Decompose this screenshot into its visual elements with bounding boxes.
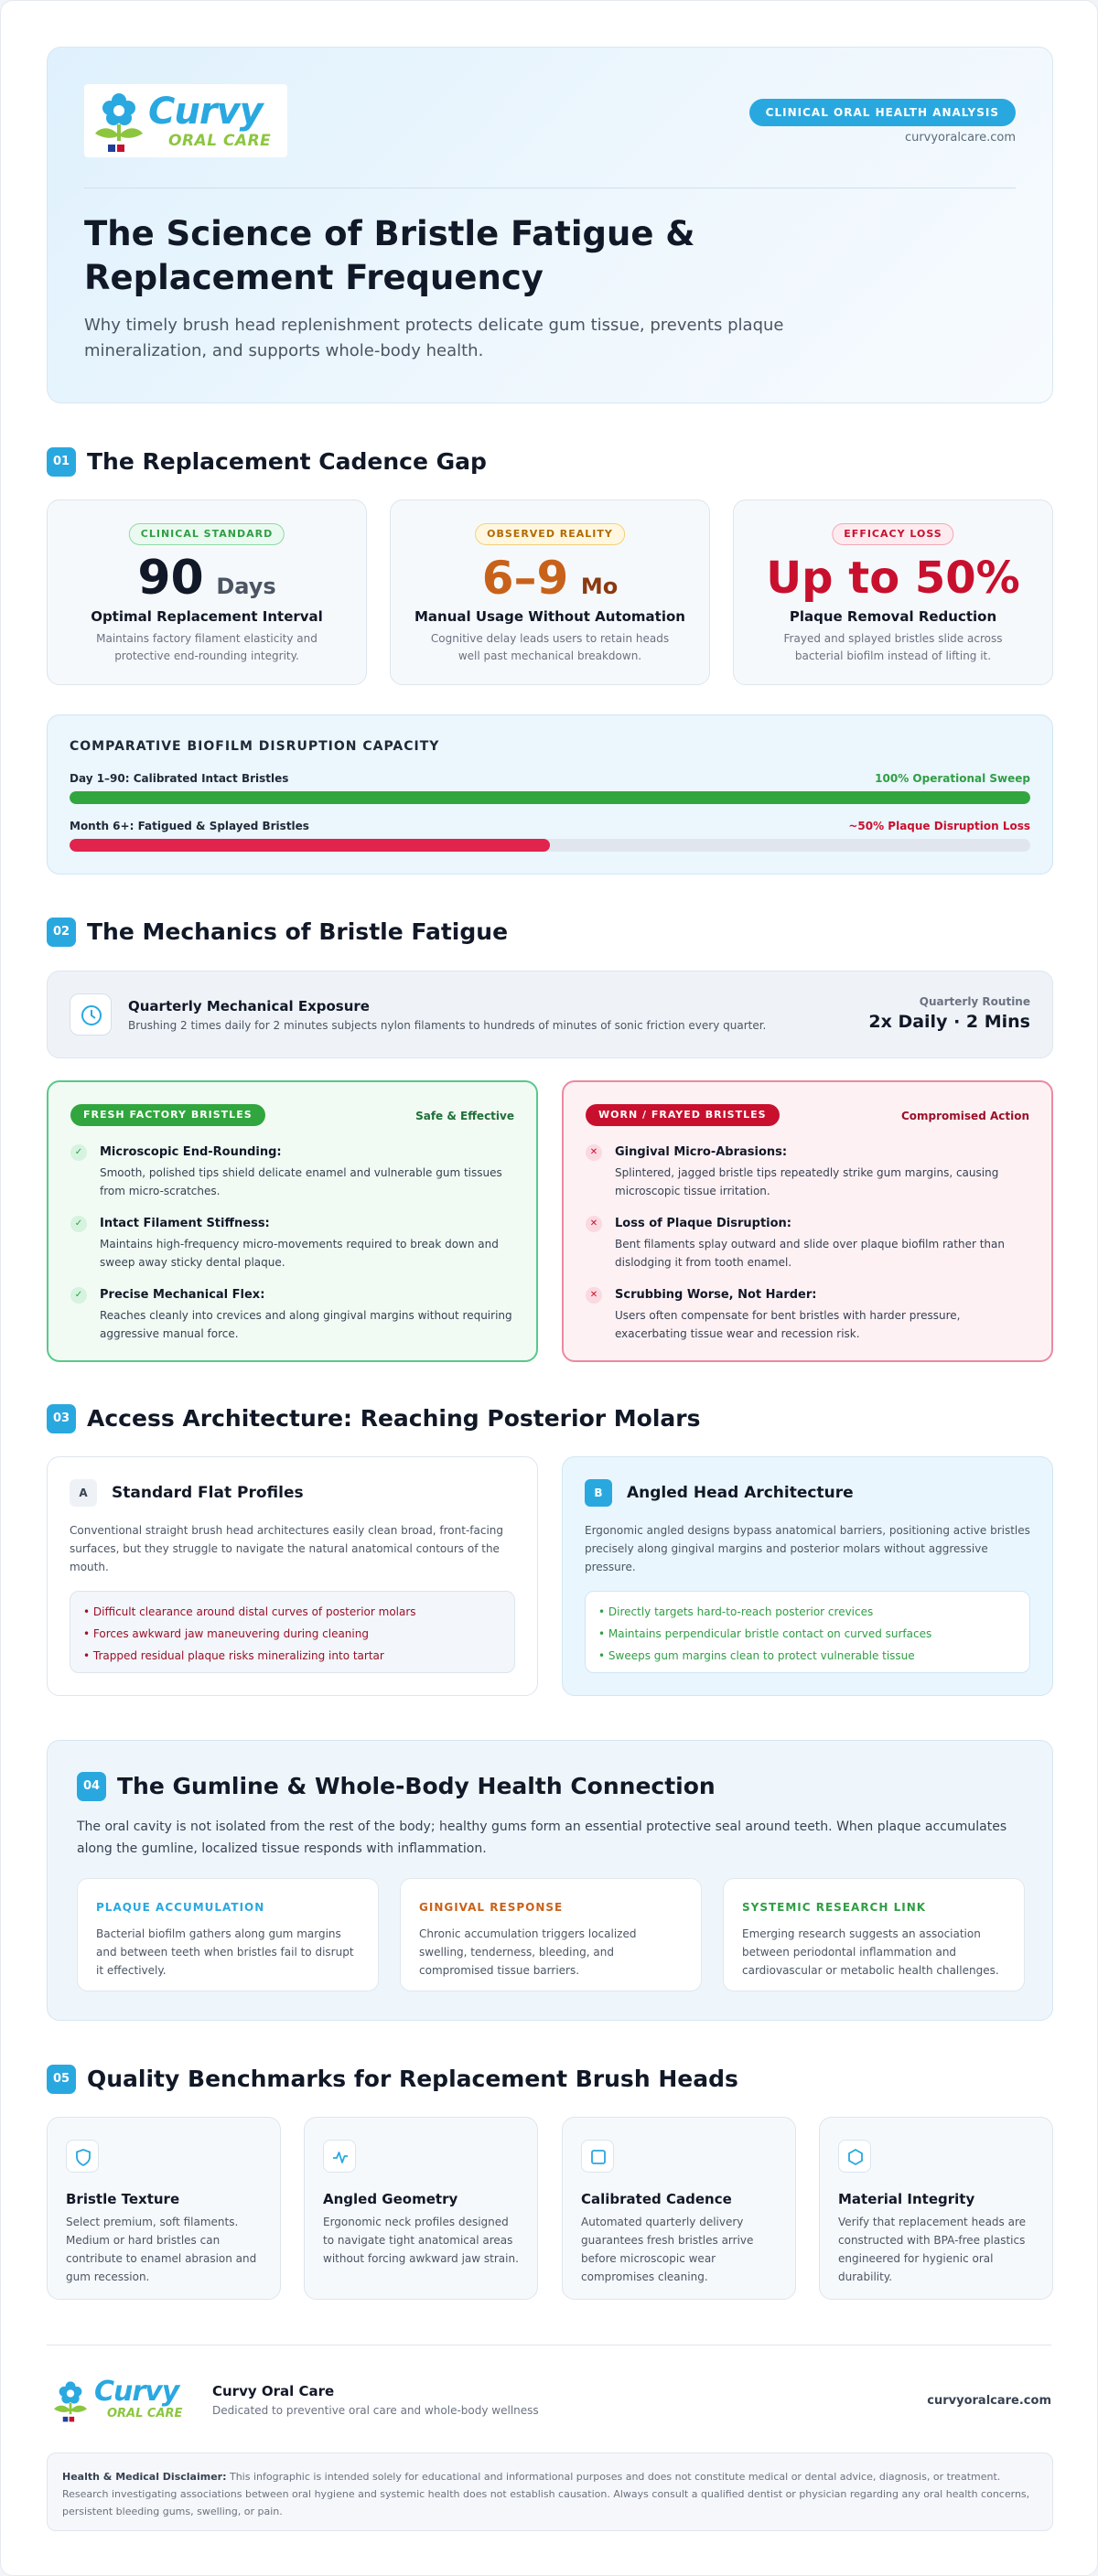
stat-card-clinical (47, 499, 367, 685)
biofilm-capacity-panel (47, 714, 1053, 875)
flower-tooth-icon (50, 2376, 91, 2425)
benchmark-card-cadence (562, 2117, 796, 2300)
square-icon (581, 2140, 614, 2173)
stat-name: Plaque Removal Reduction (789, 608, 997, 625)
gum-box-body: Chronic accumulation triggers localized swelling, tenderness, bleeding, and compromised tissue barriers. (419, 1927, 637, 1977)
check-icon: ✓ (70, 1287, 87, 1304)
flat-desc: Conventional straight brush head architectures easily clean broad, front-facing surfaces, but they struggle to navigate the natural anatomical contours of the mouth. (70, 1524, 503, 1573)
benchmark-desc: Select premium, soft filaments. Medium or hard bristles can contribute to enamel abrasion and gum recession. (66, 2216, 257, 2283)
exposure-title: Quarterly Mechanical Exposure (128, 998, 370, 1014)
gum-box-body: Bacterial biofilm gathers along gum margins and between teeth when bristles fail to disrupt it effectively. (96, 1927, 354, 1977)
cross-icon: ✕ (586, 1287, 602, 1304)
stat-desc: Maintains factory filament elasticity and protective end-rounding integrity. (96, 632, 318, 662)
section-number-01: 01 (47, 447, 76, 477)
flower-tooth-icon (90, 88, 148, 154)
bar-track-intact (70, 791, 1030, 804)
fresh-item-body: Smooth, polished tips shield delicate enamel and vulnerable gum tissues from micro-scratches. (100, 1166, 502, 1197)
gingival-response-box (400, 1878, 702, 1991)
list-item: • Maintains perpendicular bristle contact on curved surfaces (598, 1627, 932, 1640)
section-number-05: 05 (47, 2065, 76, 2094)
worn-item (586, 1287, 1029, 1346)
list-item: • Directly targets hard-to-reach posterior crevices (598, 1605, 874, 1618)
footer-wordmark: Curvy (94, 2376, 179, 2408)
gum-box-head: GINGIVAL RESPONSE (419, 1901, 564, 1914)
bar-result-fatigued: ~50% Plaque Disruption Loss (848, 820, 1030, 832)
section-title-gumline: The Gumline & Whole-Body Health Connection (117, 1773, 716, 1799)
bar-label-intact: Day 1–90: Calibrated Intact Bristles (70, 772, 289, 785)
worn-item-head: Loss of Plaque Disruption: (615, 1217, 792, 1230)
benchmark-card-texture (47, 2117, 281, 2300)
exposure-desc: Brushing 2 times daily for 2 minutes subjects nylon filaments to hundreds of minutes of sonic friction every quarter. (128, 1019, 767, 1032)
stat-desc: Cognitive delay leads users to retain heads well past mechanical breakdown. (430, 632, 670, 662)
section-title-cadence: The Replacement Cadence Gap (87, 448, 487, 475)
benchmark-card-geometry (304, 2117, 538, 2300)
routine-value: 2x Daily · 2 Mins (868, 1012, 1030, 1032)
list-item: • Forces awkward jaw maneuvering during cleaning (83, 1627, 369, 1640)
bar-result-intact: 100% Operational Sweep (875, 772, 1030, 785)
fresh-bristles-card (47, 1080, 538, 1362)
hero-header (47, 47, 1053, 403)
stat-pill: OBSERVED REALITY (475, 523, 625, 545)
hexagon-icon (838, 2140, 871, 2173)
stat-name: Manual Usage Without Automation (414, 608, 685, 625)
flat-drawbacks-list (70, 1591, 515, 1673)
header-url[interactable]: curvyoralcare.com (904, 131, 1016, 145)
fresh-status: Safe & Effective (415, 1110, 514, 1122)
cross-icon: ✕ (586, 1216, 602, 1232)
section-title-mechanics: The Mechanics of Bristle Fatigue (87, 918, 509, 945)
stat-value: 90 Days (137, 551, 276, 606)
gum-box-body: Emerging research suggests an association between periodontal inflammation and cardiovascular or metabolic health challenges. (742, 1927, 999, 1977)
check-icon: ✓ (70, 1216, 87, 1232)
systemic-link-box (723, 1878, 1025, 1991)
stat-name: Optimal Replacement Interval (91, 608, 323, 625)
gumline-panel (47, 1740, 1053, 2021)
logo-subline: ORAL CARE (168, 132, 272, 150)
section-number-04: 04 (77, 1772, 106, 1801)
angled-title: Angled Head Architecture (627, 1484, 854, 1502)
benchmark-desc: Ergonomic neck profiles designed to navigate tight anatomical areas without forcing awkward jaw strain. (323, 2216, 519, 2265)
section-title-access: Access Architecture: Reaching Posterior Molars (87, 1405, 701, 1432)
bar-fill-fatigued (70, 839, 550, 852)
benchmark-desc: Verify that replacement heads are constructed with BPA-free plastics engineered for hygienic oral durability. (838, 2216, 1027, 2283)
stat-value: Up to 50% (766, 553, 1020, 604)
benchmark-title: Angled Geometry (323, 2191, 458, 2207)
stat-card-efficacy (733, 499, 1053, 685)
worn-tag: WORN / FRAYED BRISTLES (586, 1104, 780, 1126)
page-subtitle: Why timely brush head replenishment protects delicate gum tissue, prevents plaque mineralization, and supports whole-body health. (84, 316, 784, 360)
check-icon: ✓ (70, 1144, 87, 1161)
angled-benefits-list (585, 1591, 1030, 1673)
stat-card-observed (390, 499, 710, 685)
worn-item-head: Gingival Micro-Abrasions: (615, 1145, 788, 1159)
footer-tagline: Dedicated to preventive oral care and whole-body wellness (212, 2404, 539, 2417)
fresh-item-head: Microscopic End-Rounding: (100, 1145, 282, 1159)
benchmark-title: Calibrated Cadence (581, 2191, 732, 2207)
benchmark-title: Material Integrity (838, 2191, 975, 2207)
footer-logo (50, 2372, 197, 2427)
bar-fill-intact (70, 791, 1030, 804)
worn-item-head: Scrubbing Worse, Not Harder: (615, 1288, 817, 1302)
plaque-accumulation-box (77, 1878, 379, 1991)
list-item: • Trapped residual plaque risks mineralizing into tartar (83, 1649, 384, 1662)
fresh-item (70, 1144, 514, 1203)
brand-logo (84, 84, 287, 157)
biofilm-title: COMPARATIVE BIOFILM DISRUPTION CAPACITY (70, 739, 440, 754)
flat-profile-card (47, 1456, 538, 1696)
list-item: • Sweeps gum margins clean to protect vulnerable tissue (598, 1649, 915, 1662)
disclaimer-label: Health & Medical Disclaimer: (62, 2471, 227, 2483)
fresh-item (70, 1216, 514, 1274)
worn-item-body: Users often compensate for bent bristles with harder pressure, exacerbating tissue wear and recession risk. (615, 1309, 961, 1340)
section-number-03: 03 (47, 1404, 76, 1433)
fresh-item-body: Maintains high-frequency micro-movements required to break down and sweep away sticky dental plaque. (100, 1238, 499, 1269)
worn-item (586, 1144, 1029, 1203)
stat-desc: Frayed and splayed bristles slide across bacterial biofilm instead of lifting it. (783, 632, 1003, 662)
medical-disclaimer (47, 2453, 1053, 2531)
footer-url[interactable]: curvyoralcare.com (927, 2394, 1051, 2408)
disclaimer-text: This infographic is intended solely for educational and informational purposes and does not constitute medical or dental advice, diagnosis, or treatment. Research investigating associations between oral hygiene and systemic health does not establish causation. Always consult a qualified dentist or physician regarding any oral health concerns, persistent bleeding gums, swelling, or pain. (62, 2471, 1030, 2517)
letter-b-badge: B (585, 1479, 612, 1507)
analysis-badge: CLINICAL ORAL HEALTH ANALYSIS (749, 99, 1016, 126)
worn-item-body: Splintered, jagged bristle tips repeatedly strike gum margins, causing microscopic tissue irritation. (615, 1166, 999, 1197)
bar-track-fatigued (70, 839, 1030, 852)
shield-icon (66, 2140, 99, 2173)
fresh-item-head: Intact Filament Stiffness: (100, 1217, 270, 1230)
clock-icon (70, 993, 112, 1036)
fresh-item-head: Precise Mechanical Flex: (100, 1288, 265, 1302)
quarterly-exposure-panel (47, 971, 1053, 1058)
logo-wordmark: Curvy (148, 91, 263, 133)
benchmark-title: Bristle Texture (66, 2191, 180, 2207)
pulse-icon (323, 2140, 356, 2173)
letter-a-badge: A (70, 1479, 97, 1507)
worn-item-body: Bent filaments splay outward and slide over plaque biofilm rather than dislodging it from tooth enamel. (615, 1238, 1005, 1269)
gum-box-head: SYSTEMIC RESEARCH LINK (742, 1901, 927, 1914)
fresh-tag: FRESH FACTORY BRISTLES (70, 1104, 265, 1126)
section-title-benchmarks: Quality Benchmarks for Replacement Brush Heads (87, 2066, 738, 2092)
benchmark-desc: Automated quarterly delivery guarantees fresh bristles arrive before microscopic wear compromises cleaning. (581, 2216, 754, 2283)
footer-brand-name: Curvy Oral Care (212, 2383, 335, 2399)
flat-title: Standard Flat Profiles (112, 1484, 304, 1502)
worn-bristles-card (562, 1080, 1053, 1362)
cross-icon: ✕ (586, 1144, 602, 1161)
gumline-intro: The oral cavity is not isolated from the rest of the body; healthy gums form an essential protective seal around teeth. When plaque accumulates along the gumline, localized tissue responds with inflammation. (77, 1819, 1007, 1856)
page-title: The Science of Bristle Fatigue & Replacement Frequency (84, 214, 695, 297)
bar-label-fatigued: Month 6+: Fatigued & Splayed Bristles (70, 820, 309, 832)
footer-subline: ORAL CARE (107, 2407, 183, 2420)
angled-desc: Ergonomic angled designs bypass anatomical barriers, positioning active bristles precisely along gingival margins and posterior molars without aggressive pressure. (585, 1524, 1030, 1573)
worn-item (586, 1216, 1029, 1274)
stat-pill: CLINICAL STANDARD (129, 523, 285, 545)
angled-head-card (562, 1456, 1053, 1696)
fresh-item-body: Reaches cleanly into crevices and along gingival margins without requiring aggressive manual force. (100, 1309, 512, 1340)
worn-status: Compromised Action (900, 1110, 1029, 1122)
stat-pill: EFFICACY LOSS (832, 523, 953, 545)
fresh-item (70, 1287, 514, 1346)
list-item: • Difficult clearance around distal curves of posterior molars (83, 1605, 416, 1618)
stat-value: 6–9 Mo (481, 552, 619, 605)
routine-label: Quarterly Routine (919, 995, 1030, 1008)
section-number-02: 02 (47, 918, 76, 947)
benchmark-card-material (819, 2117, 1053, 2300)
gum-box-head: PLAQUE ACCUMULATION (96, 1901, 265, 1914)
